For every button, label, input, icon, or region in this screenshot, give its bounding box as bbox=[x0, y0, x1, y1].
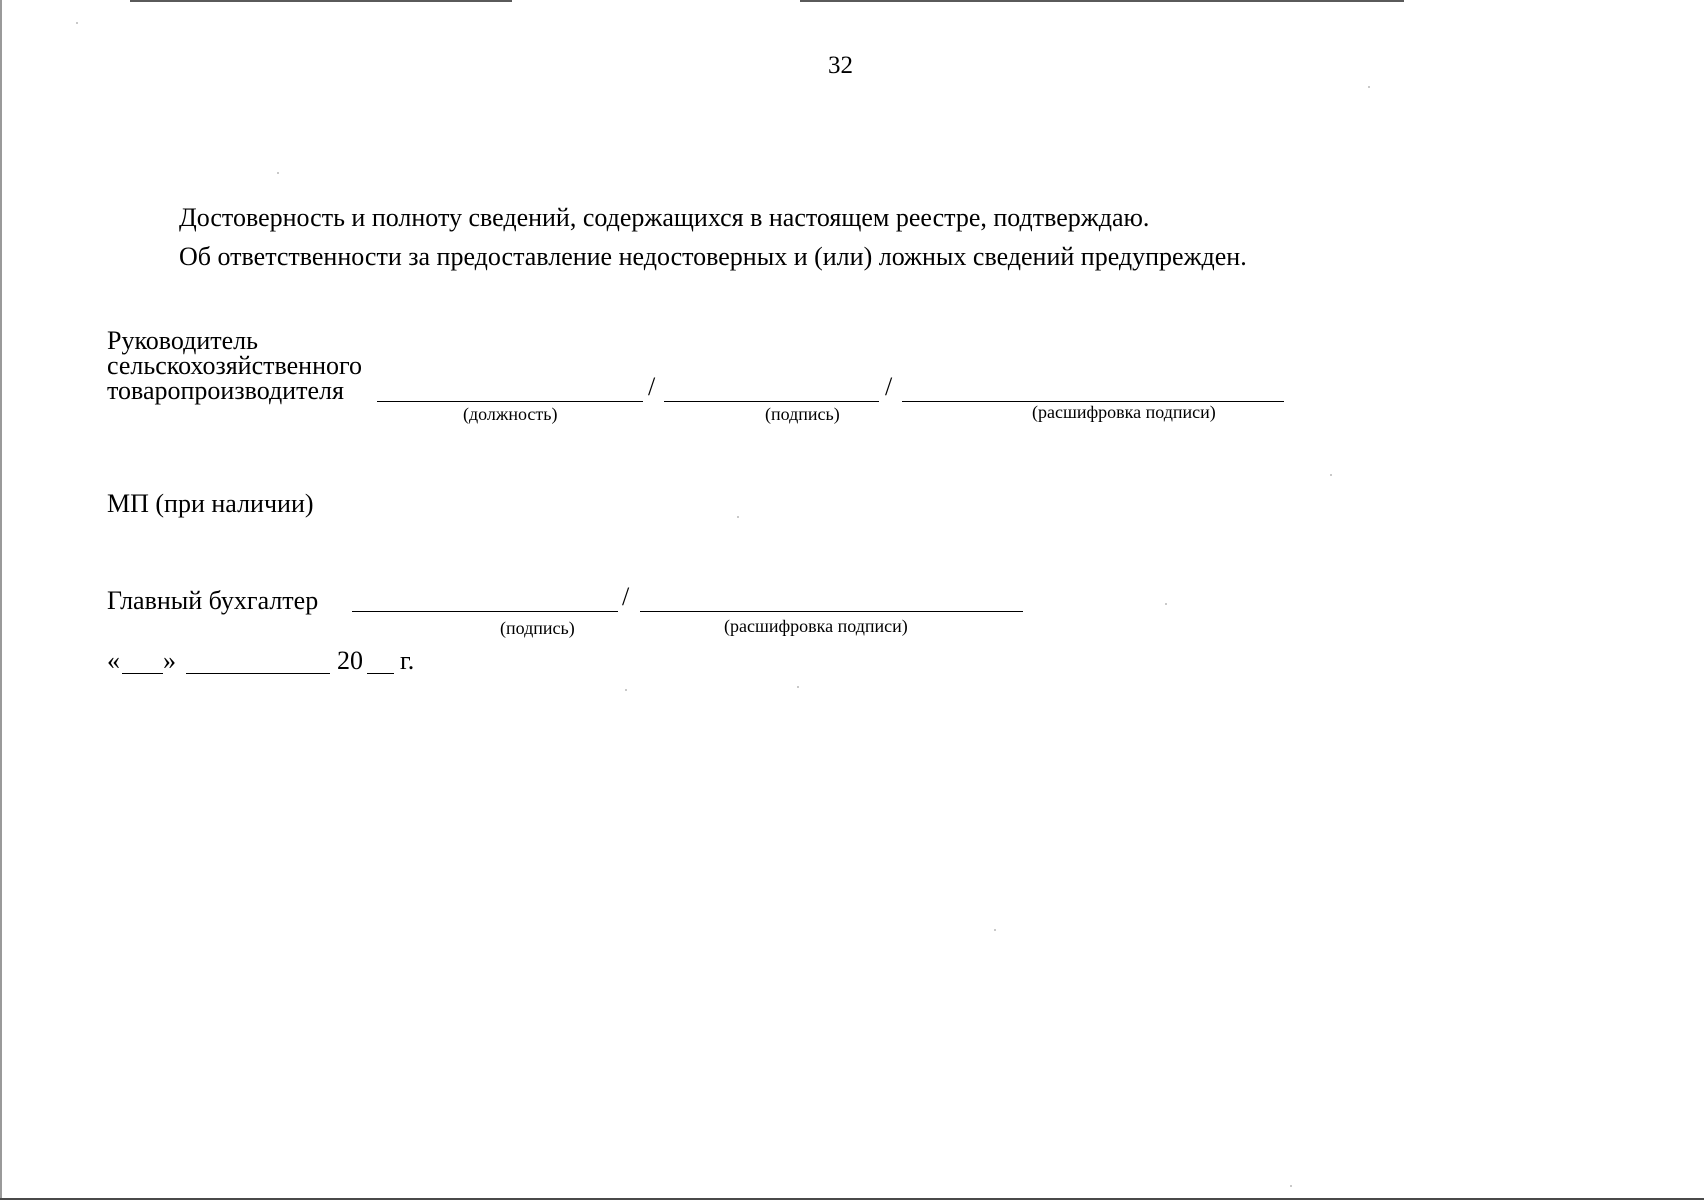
scan-speck bbox=[797, 686, 799, 688]
scan-speck bbox=[1368, 86, 1370, 88]
accountant-caption-signature: (подпись) bbox=[500, 618, 575, 638]
date-year-prefix: 20 bbox=[337, 646, 363, 675]
date-year-suffix: г. bbox=[400, 646, 415, 675]
scan-speck bbox=[1165, 603, 1167, 605]
head-signature-field[interactable] bbox=[664, 401, 879, 402]
head-label-line3: товаропроизводителя bbox=[107, 376, 344, 405]
scan-speck bbox=[1330, 474, 1332, 476]
date-year-field[interactable] bbox=[367, 673, 394, 674]
scan-edge-top-left bbox=[130, 0, 512, 2]
head-label-line1: Руководитель bbox=[107, 326, 258, 355]
accountant-signature-field[interactable] bbox=[352, 611, 618, 612]
head-caption-name: (расшифровка подписи) bbox=[1032, 402, 1216, 422]
scan-speck bbox=[1290, 1185, 1292, 1187]
scan-speck bbox=[76, 22, 78, 24]
date-month-field[interactable] bbox=[186, 673, 330, 674]
page-number: 32 bbox=[828, 52, 853, 79]
scan-edge-left bbox=[0, 0, 2, 1200]
head-position-field[interactable] bbox=[377, 401, 643, 402]
date-open-quote: « bbox=[107, 646, 120, 675]
head-separator-1: / bbox=[648, 372, 656, 401]
scan-speck bbox=[737, 516, 739, 518]
head-caption-position: (должность) bbox=[463, 404, 558, 424]
statement-accuracy: Достоверность и полноту сведений, содержащихся в настоящем реестре, подтверждаю. bbox=[179, 203, 1150, 232]
stamp-label: МП (при наличии) bbox=[107, 489, 314, 518]
scan-speck bbox=[625, 689, 627, 691]
scan-speck bbox=[277, 172, 279, 174]
head-caption-signature: (подпись) bbox=[765, 404, 840, 424]
accountant-separator: / bbox=[622, 582, 630, 611]
head-separator-2: / bbox=[885, 372, 893, 401]
date-close-quote: » bbox=[163, 646, 176, 675]
accountant-name-field[interactable] bbox=[640, 611, 1023, 612]
accountant-label: Главный бухгалтер bbox=[107, 586, 319, 615]
date-day-field[interactable] bbox=[122, 673, 163, 674]
statement-responsibility: Об ответственности за предоставление недостоверных и (или) ложных сведений предупрежден. bbox=[179, 242, 1247, 271]
scan-edge-top-right bbox=[800, 0, 1404, 2]
accountant-caption-name: (расшифровка подписи) bbox=[724, 616, 908, 636]
head-label-line2: сельскохозяйственного bbox=[107, 351, 362, 380]
scan-speck bbox=[994, 929, 996, 931]
